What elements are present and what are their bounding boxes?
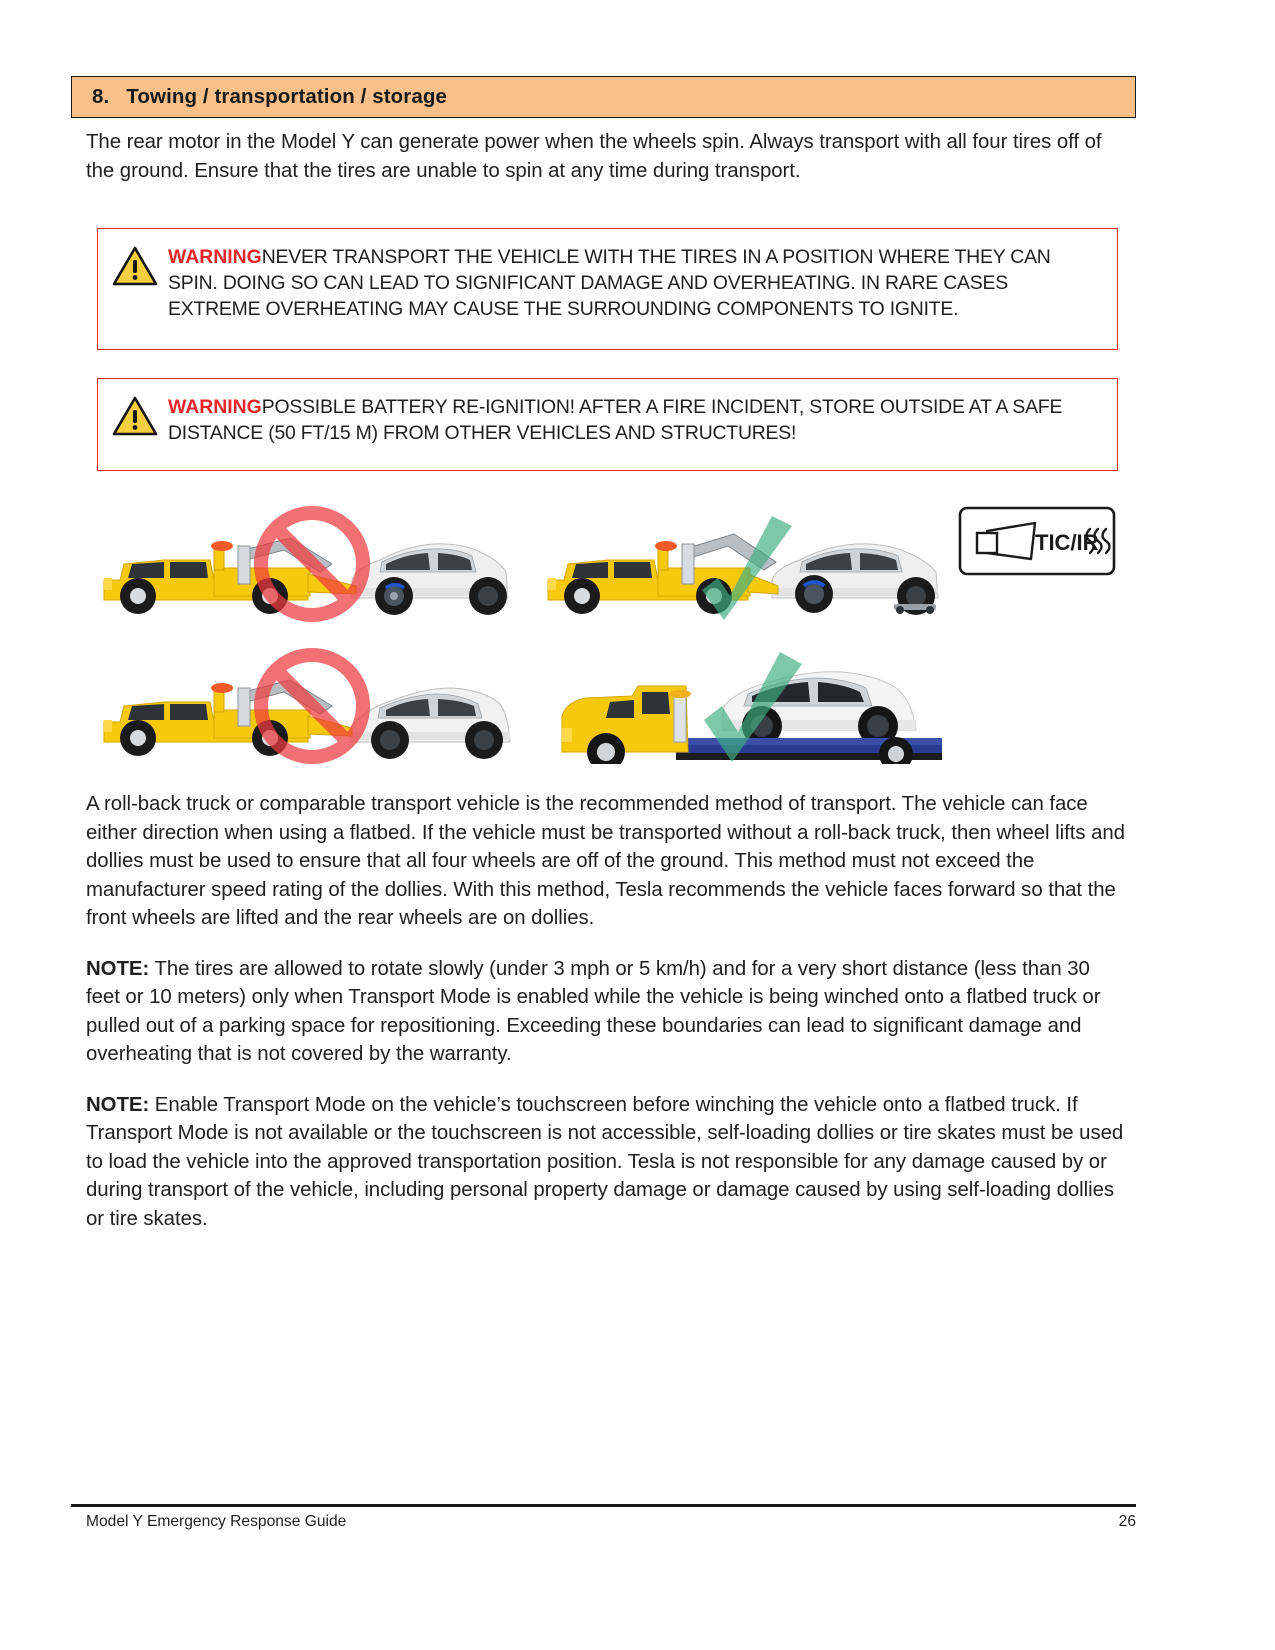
car-white	[350, 688, 510, 759]
note-text-1: The tires are allowed to rotate slowly (under 3 mph or 5 km/h) and for a very short distance (less than 30 feet or 10 meters) only when Transport Mode is enabled while the vehicle is being winched onto a flatbed truck or pulled out of a parking space for repositioning. Exceeding these boundaries can lead to significant damage and overheating that is not covered by the warranty.	[86, 957, 1101, 1065]
page-footer	[86, 1513, 1136, 1531]
figure-flatbed-approved	[526, 644, 946, 764]
warning-label-2: WARNING	[168, 396, 262, 418]
warning-box-reignition	[97, 378, 1118, 471]
note-lead-1: NOTE:	[86, 957, 150, 980]
warning-body-1: NEVER TRANSPORT THE VEHICLE WITH THE TIRES IN A POSITION WHERE THEY CAN SPIN. DOING SO CAN LEAD TO SIGNIFICANT DAMAGE AND OVERHEATING. IN RARE CASES EXTREME OVERHEATING MAY CAUSE THE SURROUNDING COMPONENTS TO IGNITE.	[168, 246, 1051, 320]
prohibition-symbol	[261, 655, 363, 757]
lower-body-block	[86, 790, 1126, 1233]
figure-wheel-lift-prohibited	[94, 502, 514, 622]
section-title: Towing / transportation / storage	[126, 85, 447, 108]
car-white	[772, 544, 938, 615]
warning-body-2: POSSIBLE BATTERY RE-IGNITION! AFTER A FIRE INCIDENT, STORE OUTSIDE AT A SAFE DISTANCE (50 FT/15 M) FROM OTHER VEHICLES AND STRUCTURES!	[168, 396, 1063, 444]
warning-text-1	[168, 242, 1103, 322]
paragraph-note-transport-mode	[86, 1091, 1126, 1234]
footer-page-number: 26	[1118, 1513, 1136, 1530]
paragraph-note-rotation	[86, 955, 1126, 1069]
intro-paragraph: The rear motor in the Model Y can generate power when the wheels spin. Always transport with all four tires off of the ground. Ensure that the tires are unable to spin at any time during transport.	[86, 131, 1102, 182]
warning-text-2	[168, 392, 1103, 446]
prohibition-symbol	[261, 513, 363, 615]
car-white	[352, 544, 508, 615]
figure-rear-lift-prohibited	[94, 644, 514, 764]
figure-wheel-lift-dollies-approved	[526, 502, 946, 622]
warning-label-1: WARNING	[168, 246, 262, 268]
note-lead-2: NOTE:	[86, 1093, 150, 1116]
tic-ir-label: TIC/IR	[1035, 530, 1099, 555]
warning-triangle-icon	[112, 242, 160, 287]
paragraph-transport-method: A roll-back truck or comparable transport vehicle is the recommended method of transport. The vehicle can face either direction when using a flatbed. If the vehicle must be transported without a roll-back truck, then wheel lifts and dollies must be used to ensure that all four wheels are off of the ground. This method must not exceed the manufacturer speed rating of the dollies. With this method, Tesla recommends the vehicle faces forward so that the front wheels are lifted and the rear wheels are on dollies.	[86, 793, 1125, 929]
section-number: 8.	[92, 85, 110, 108]
warning-box-tire-spin	[97, 228, 1118, 350]
note-text-2: Enable Transport Mode on the vehicle’s touchscreen before winching the vehicle onto a flatbed truck. If Transport Mode is not available or the touchscreen is not accessible, self-loading dollies or tire skates must be used to load the vehicle into the approved transportation position. Tesla is not responsible for any damage caused by or during transport of the vehicle, including personal property damage or damage caused by using self-loading dollies or tire skates.	[86, 1093, 1124, 1230]
towing-illustrations	[86, 484, 1131, 779]
warning-triangle-icon	[112, 392, 160, 437]
footer-document-title: Model Y Emergency Response Guide	[86, 1513, 347, 1530]
intro-block	[86, 128, 1126, 185]
section-header	[71, 76, 1136, 118]
footer-divider	[71, 1504, 1136, 1507]
tic-ir-badge	[957, 505, 1117, 577]
